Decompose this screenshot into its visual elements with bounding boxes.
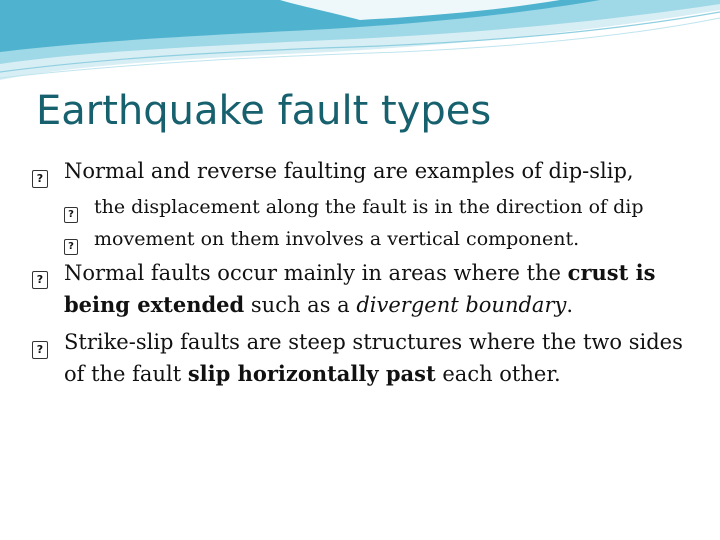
bullet-text: Strike-slip faults are steep structures where the two sides of the fault (64, 330, 683, 386)
bullet-list (30, 156, 690, 396)
bullet-text: such as a (244, 293, 357, 317)
bullet-text: Normal faults occur mainly in areas where the (64, 261, 568, 285)
header-wave-decoration (0, 0, 720, 90)
bullet-dip-slip (30, 156, 690, 187)
subbullet-displacement (30, 193, 690, 221)
missing-glyph-icon: ? (64, 193, 78, 221)
bullet-text: Normal and reverse faulting are examples of dip-slip, (64, 159, 634, 183)
emphasis-slip-horizontally: slip horizontally past (187, 361, 436, 386)
bullet-strike-slip (30, 327, 690, 390)
bullet-text: the displacement along the fault is in the direction of dip (94, 196, 644, 218)
emphasis-divergent-boundary: divergent boundary (356, 293, 567, 317)
bullet-text: movement on them involves a vertical component. (94, 228, 580, 250)
emphasis-crust-extended: crust is being extended (64, 260, 656, 317)
missing-glyph-icon: ? (32, 257, 48, 288)
missing-glyph-icon: ? (64, 225, 78, 253)
missing-glyph-icon: ? (32, 327, 48, 358)
missing-glyph-icon: ? (32, 156, 48, 187)
bullet-normal-faults (30, 257, 690, 321)
slide-title: Earthquake fault types (36, 88, 492, 134)
bullet-text: . (566, 293, 574, 317)
subbullet-vertical-component (30, 225, 690, 253)
bullet-text: each other. (435, 362, 561, 386)
